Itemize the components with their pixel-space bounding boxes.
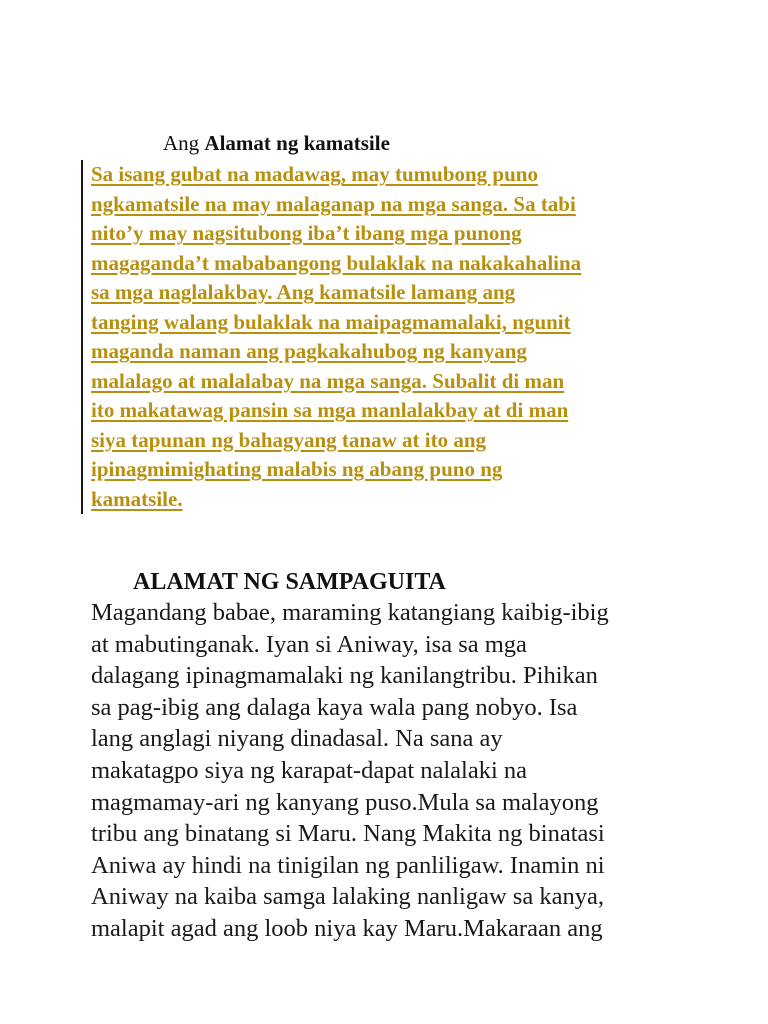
revision-change-bar (81, 160, 83, 514)
section1-line: maganda naman ang pagkakahubog ng kanyang (91, 339, 527, 363)
section1-line: ito makatawag pansin sa mga manlalakbay at di man (91, 398, 569, 422)
section2-line: malapit agad ang loob niya kay Maru.Makaraan ang (91, 914, 603, 942)
section1-line: ipinagmimighating malabis ng abang puno ng (91, 457, 503, 481)
section1-line: kamatsile. (91, 486, 183, 511)
section2-line: lang anglagi niyang dinadasal. Na sana ay (91, 725, 503, 753)
section1-title (163, 130, 390, 156)
section2-line: sa pag-ibig ang dalaga kaya wala pang nobyo. Isa (91, 693, 578, 721)
section1-line: ngkamatsile na may malaganap na mga sanga. Sa tabi (91, 191, 576, 216)
section1-line: nito’y may nagsitubong iba’t ibang mga punong (91, 221, 522, 245)
section2-title: ALAMAT NG SAMPAGUITA (133, 569, 446, 595)
section1-title-prefix: Ang (163, 131, 200, 155)
section1-paragraph (91, 160, 691, 514)
section1-line: siya tapunan ng bahagyang tanaw at ito ang (91, 427, 487, 452)
section1-line: tanging walang bulaklak na maipagmamalaki, ngunit (91, 309, 571, 334)
section2-line: dalagang ipinagmamalaki ng kanilangtribu. Pihikan (91, 662, 598, 690)
section2-line: tribu ang binatang si Maru. Nang Makita ng binatasi (91, 820, 605, 848)
section2-line: magmamay-ari ng kanyang puso.Mula sa malayong (91, 788, 599, 816)
section1-line: Sa isang gubat na madawag, may tumubong puno (91, 162, 538, 186)
section2-line: Magandang babae, maraming katangiang kaibig-ibig (91, 599, 609, 626)
section2-line: at mabutinganak. Iyan si Aniway, isa sa mga (91, 630, 527, 658)
section1-line: magaganda’t mababangong bulaklak na nakakahalina (91, 250, 582, 275)
section2-line: Aniway na kaiba samga lalaking nanligaw sa kanya, (91, 883, 604, 911)
section2-line: makatagpo siya ng karapat-dapat nalalaki na (91, 756, 528, 784)
section2-line: Aniwa ay hindi na tinigilan ng panliligaw. Inamin ni (91, 851, 605, 879)
section2-paragraph (91, 597, 751, 945)
section1-line: malalago at malalabay na mga sanga. Subalit di man (91, 368, 565, 393)
section1-line: sa mga naglalakbay. Ang kamatsile lamang ang (91, 280, 516, 304)
section1-title-bold: Alamat ng kamatsile (204, 131, 390, 155)
